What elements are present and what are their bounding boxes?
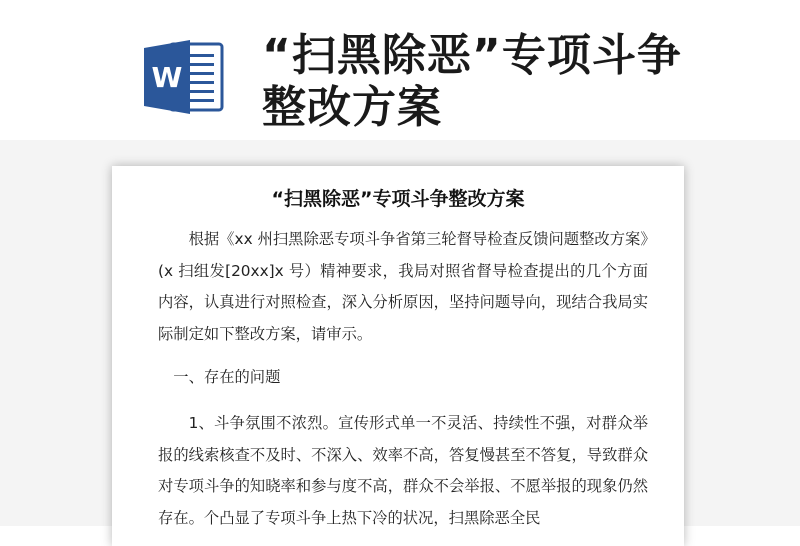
document-paragraph: 1、斗争氛围不浓烈。宣传形式单一不灵活、持续性不强，对群众举报的线索核查不及时、不深入、效率不高，答复慢甚至不答复，导致群众对专项斗争的知晓率和参与度不高，群众不会举报、不愿举报的现象仍然存在。个凸显了专项斗争上热下冷的状况，扫黑除恶全民 <box>158 414 648 527</box>
svg-text:W: W <box>151 61 183 94</box>
document-paragraph: 根据《xx 州扫黑除恶专项斗争省第三轮督导检查反馈问题整改方案》(x 扫组发[20xx]x 号）精神要求，我局对照省督导检查提出的几个方面内容，认真进行对照检查，深入分析原因，坚持问题导向，现结合我局实际制定如下整改方案，请审示。 <box>158 230 648 343</box>
page-title: “扫黑除恶”专项斗争整改方案 <box>262 30 682 133</box>
document-title: “扫黑除恶”专项斗争整改方案 <box>271 188 525 210</box>
section-heading: 一、存在的问题 <box>173 368 281 386</box>
header-banner <box>0 0 800 140</box>
document-page <box>112 166 684 546</box>
word-icon <box>140 34 226 120</box>
